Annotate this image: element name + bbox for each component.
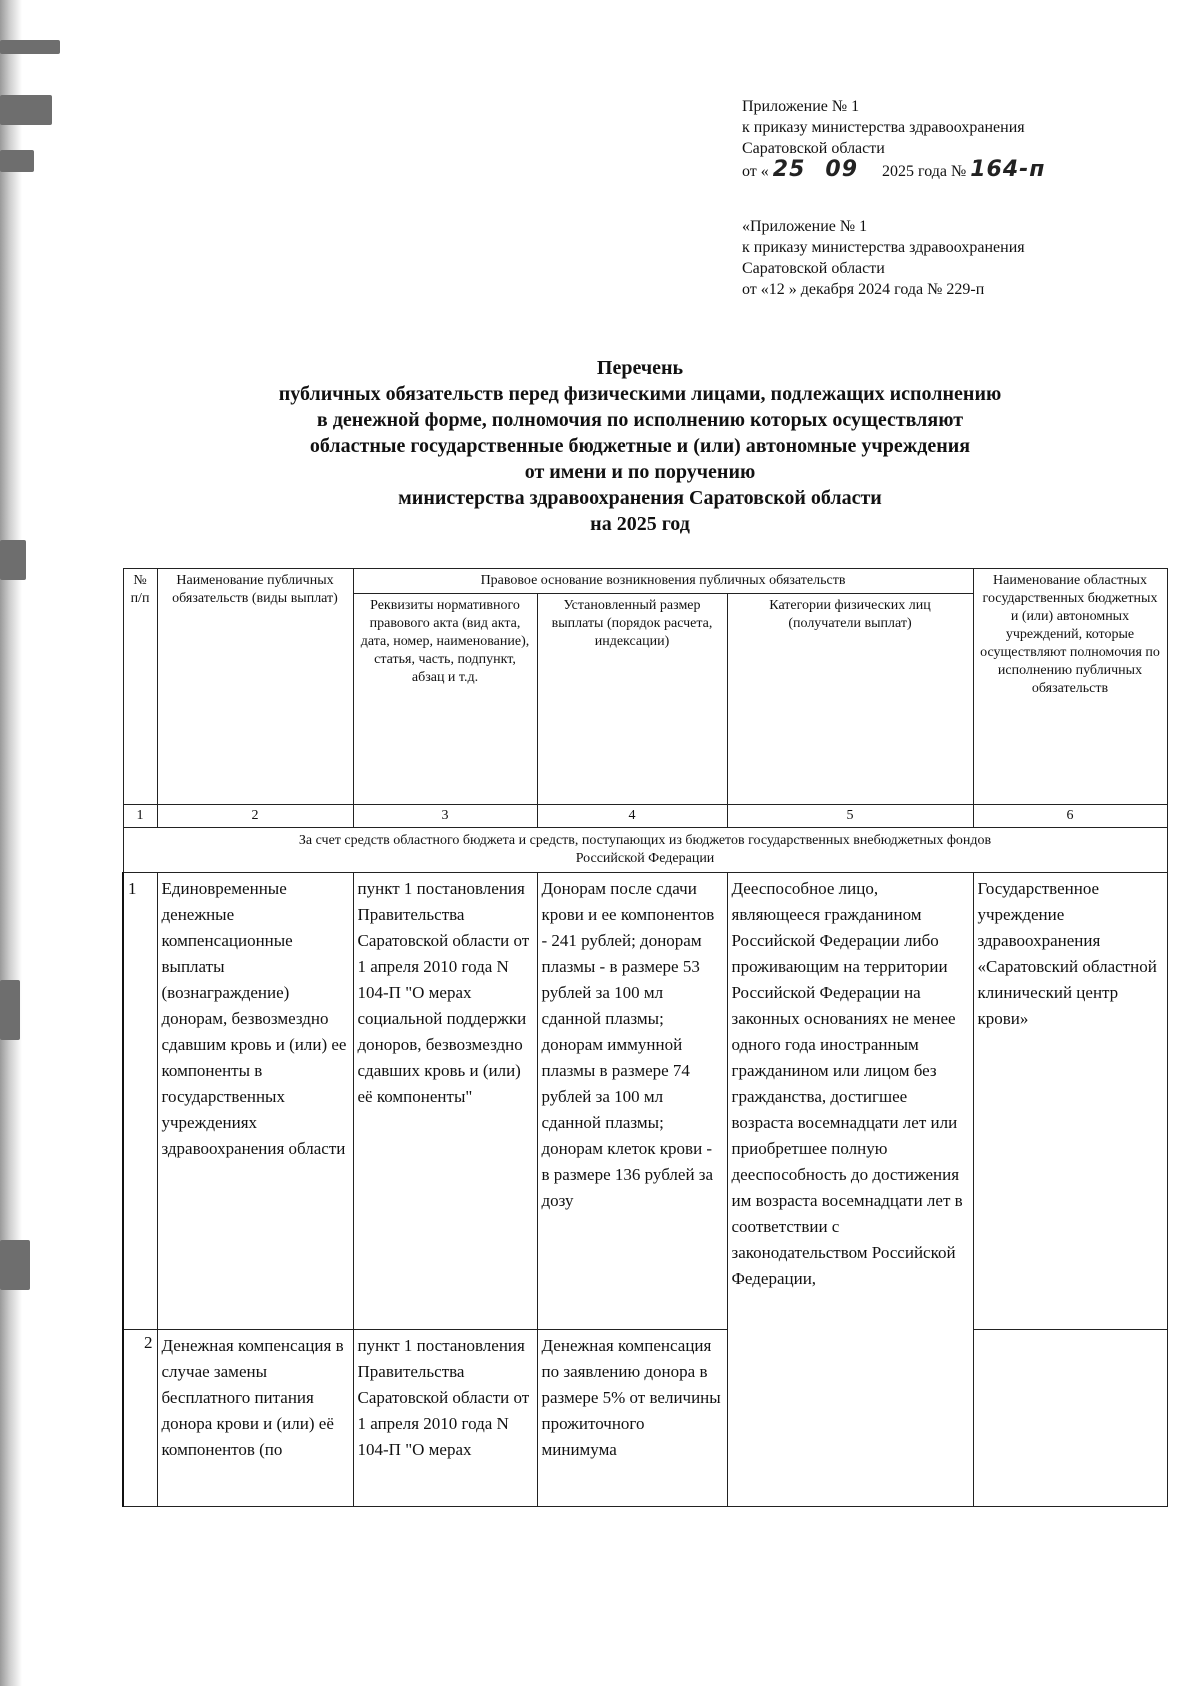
column-number: 4 — [537, 805, 727, 828]
title-line: Перечень — [596, 357, 684, 379]
row-obligation-name: Единовременные денежные компенсационные выплаты (вознаграждение) донорам, безвозмездно сдавшим кровь и (или) ее компоненты в государственных учреждениях здравоохранения области — [157, 873, 353, 1330]
header-amount: Установленный размер выплаты (порядок расчета, индексации) — [537, 594, 727, 805]
date-prefix: от « — [742, 163, 769, 180]
row-recipients: Дееспособное лицо, являющееся гражданином Российской Федерации либо проживающим на территории Российской Федерации на законных основаниях не менее одного года иностранным гражданином или лицом без гражданства, достигшее возраста восемнадцати лет или приобретшее полную дееспособность до достижения им возраста восемнадцати лет в соответствии с законодательством Российской Федерации, — [727, 873, 973, 1507]
scan-artifact — [0, 540, 26, 580]
header-legal-basis: Правовое основание возникновения публичных обязательств — [353, 569, 973, 594]
table-row — [123, 1330, 1167, 1507]
appendix-line: Приложение № 1 — [742, 98, 860, 115]
header-act-details: Реквизиты нормативного правового акта (вид акта, дата, номер, наименование), статья, часть, подпункт, абзац и т.д. — [353, 594, 537, 805]
scan-edge — [0, 0, 22, 1686]
appendix-line: от «12 » декабря 2024 года № 229-п — [742, 281, 985, 298]
appendix-line: Саратовской области — [742, 260, 885, 277]
table-header-row — [123, 569, 1167, 594]
title-line: на 2025 год — [590, 513, 690, 535]
date-year: 2025 года № — [882, 163, 967, 180]
appendix-line: Саратовской области — [742, 140, 885, 157]
scan-artifact — [0, 95, 52, 125]
row-index: 1 — [123, 873, 157, 1330]
row-act-details: пункт 1 постановления Правительства Саратовской области от 1 апреля 2010 года N 104-П "О мерах социальной поддержки доноров, безвозмездно сдавших кровь и (или) её компоненты" — [353, 873, 537, 1330]
title-line: министерства здравоохранения Саратовской области — [398, 487, 882, 509]
appendix-line: к приказу министерства здравоохранения — [742, 239, 1025, 256]
appendix-previous — [742, 216, 1025, 300]
column-number: 2 — [157, 805, 353, 828]
column-number: 3 — [353, 805, 537, 828]
appendix-current — [742, 96, 1046, 182]
row-act-details: пункт 1 постановления Правительства Саратовской области от 1 апреля 2010 года N 104-П "О мерах — [353, 1330, 537, 1507]
row-amount: Денежная компенсация по заявлению донора в размере 5% от величины прожиточного минимума — [537, 1330, 727, 1507]
title-line: публичных обязательств перед физическими лицами, подлежащих исполнению — [278, 383, 1002, 405]
obligations-table — [122, 568, 1168, 1507]
row-institution: Государственное учреждение здравоохранения «Саратовский областной клинический центр крови» — [973, 873, 1167, 1330]
handwritten-number: 164-п — [970, 157, 1046, 182]
header-recipients: Категории физических лиц (получатели выплат) — [727, 594, 973, 805]
header-obligation-name: Наименование публичных обязательств (виды выплат) — [157, 569, 353, 805]
appendix-date-line — [742, 159, 1046, 182]
document-title — [200, 355, 1080, 537]
header-number: № п/п — [123, 569, 157, 805]
row-amount: Донорам после сдачи крови и ее компонентов - 241 рублей; донорам плазмы - в размере 53 рублей за 100 мл сданной плазмы; донорам иммунной плазмы в размере 74 рублей за 100 мл сданной плазмы; донорам клеток крови - в размере 136 рублей за дозу — [537, 873, 727, 1330]
row-institution — [973, 1330, 1167, 1507]
handwritten-month: 09 — [825, 157, 859, 182]
scan-artifact — [0, 980, 20, 1040]
header-institution: Наименование областных государственных бюджетных и (или) автономных учреждений, которые осуществляют полномочия по исполнению публичных обязательств — [973, 569, 1167, 805]
column-number: 5 — [727, 805, 973, 828]
scan-artifact — [0, 1240, 30, 1290]
appendix-line: к приказу министерства здравоохранения — [742, 119, 1025, 136]
table-row — [123, 873, 1167, 1330]
funding-source: За счет средств областного бюджета и средств, поступающих из бюджетов государственных внебюджетных фондов Российской Федерации — [123, 828, 1167, 873]
handwritten-day: 25 — [772, 157, 806, 182]
appendix-line: «Приложение № 1 — [742, 218, 868, 235]
title-line: от имени и по поручению — [524, 461, 756, 483]
scan-artifact — [0, 40, 60, 54]
row-obligation-name: Денежная компенсация в случае замены бесплатного питания донора крови и (или) её компонентов (по — [157, 1330, 353, 1507]
column-number: 6 — [973, 805, 1167, 828]
row-index: 2 — [123, 1330, 157, 1507]
title-line: в денежной форме, полномочия по исполнению которых осуществляют — [316, 409, 964, 431]
column-number: 1 — [123, 805, 157, 828]
column-number-row — [123, 805, 1167, 828]
title-line: областные государственные бюджетные и (или) автономные учреждения — [309, 435, 971, 457]
funding-source-row — [123, 828, 1167, 873]
scan-artifact — [0, 150, 34, 172]
